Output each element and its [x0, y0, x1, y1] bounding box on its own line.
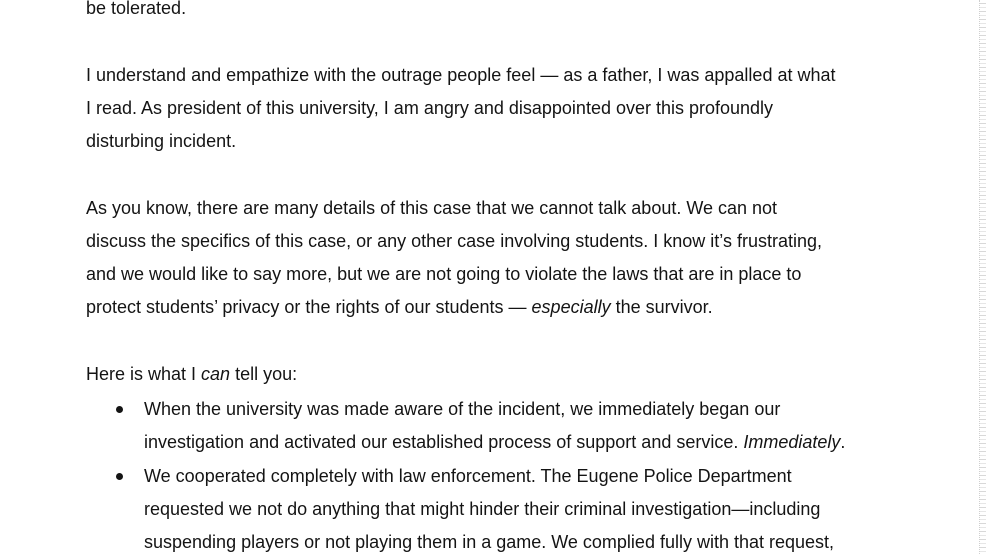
text-line: I read. As president of this university, I am angry and disappointed over this profoundly — [86, 98, 774, 118]
paragraph-intro-list — [86, 358, 906, 391]
scan-edge-artifact — [979, 0, 986, 554]
text-line: discuss the specifics of this case, or any other case involving students. I know it’s frustrating, — [86, 231, 823, 251]
text-line — [86, 358, 906, 391]
emphasis-text: can — [201, 364, 231, 384]
text-run: the survivor. — [610, 297, 713, 317]
text-run: . — [840, 432, 846, 452]
emphasis-text: Immediately — [743, 432, 841, 452]
text-run: tell you: — [230, 364, 298, 384]
text-line: I understand and empathize with the outrage people feel — as a father, I was appalled at what — [86, 65, 836, 85]
text-line — [86, 291, 906, 324]
emphasis-text: especially — [531, 297, 611, 317]
text-line: and we would like to say more, but we are not going to violate the laws that are in place to — [86, 264, 802, 284]
paragraph-privacy — [86, 192, 906, 324]
text-line: requested we not do anything that might hinder their criminal investigation—including — [144, 499, 821, 519]
text-line: When the university was made aware of the incident, we immediately began our — [144, 399, 781, 419]
list-item — [86, 460, 926, 554]
text-run: Here is what I — [86, 364, 202, 384]
text-line — [144, 426, 926, 459]
list-item — [86, 393, 926, 459]
bullet-list — [86, 393, 926, 554]
paragraph-outrage — [86, 59, 906, 158]
paragraph-fragment — [86, 0, 906, 25]
text-line: We cooperated completely with law enforcement. The Eugene Police Department — [144, 466, 792, 486]
bullet-icon — [116, 473, 123, 480]
text-line: suspending players or not playing them in a game. We complied fully with that request, — [144, 532, 835, 552]
bullet-icon — [116, 406, 123, 413]
text-line: be tolerated. — [86, 0, 187, 18]
text-run: investigation and activated our established process of support and service. — [144, 432, 744, 452]
text-line: disturbing incident. — [86, 131, 237, 151]
text-line: As you know, there are many details of this case that we cannot talk about. We can not — [86, 198, 778, 218]
text-run: protect students’ privacy or the rights of our students — — [86, 297, 532, 317]
